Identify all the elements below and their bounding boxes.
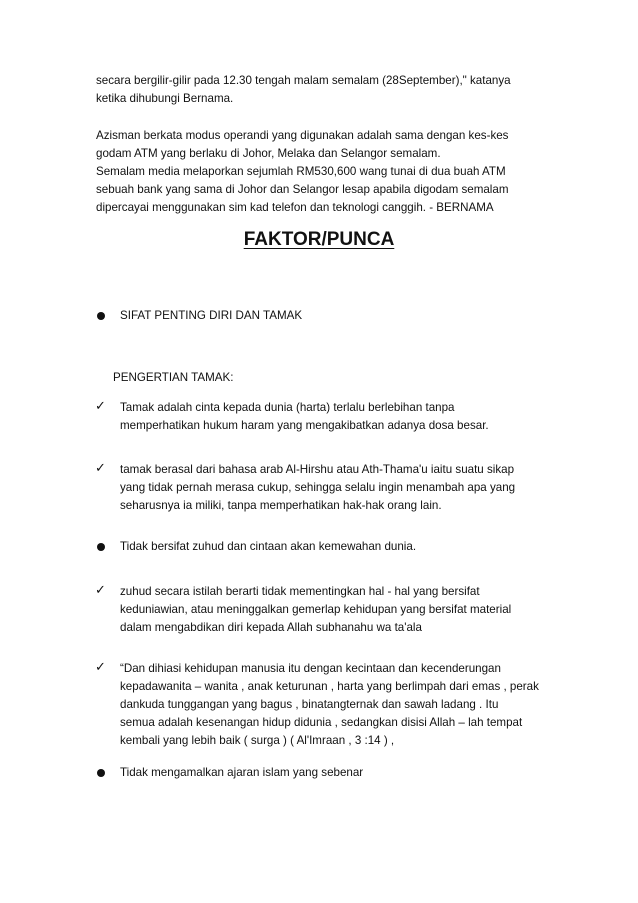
list-item-text	[120, 583, 511, 637]
text-line: yang tidak pernah merasa cukup, sehingga selalu ingin menambah apa yang	[120, 481, 516, 494]
list-item-text	[120, 764, 363, 782]
list-item-text	[120, 538, 416, 556]
text-line: godam ATM yang berlaku di Johor, Melaka dan Selangor semalam.	[96, 147, 441, 160]
text-line: dalam mengabdikan diri kepada Allah subhanahu wa ta'ala	[120, 621, 422, 634]
text-line: kepadawanita – wanita , anak keturunan , harta yang berlimpah dari emas , perak	[120, 680, 539, 693]
subheading: PENGERTIAN TAMAK:	[113, 371, 234, 384]
text-line: Tamak adalah cinta kepada dunia (harta) terlalu berlebihan tanpa	[120, 401, 455, 414]
text-line: SIFAT PENTING DIRI DAN TAMAK	[120, 309, 303, 322]
text-line: zuhud secara istilah berarti tidak mementingkan hal - hal yang bersifat	[120, 585, 480, 598]
text-line: dipercayai menggunakan sim kad telefon dan teknologi canggih. - BERNAMA	[96, 201, 494, 214]
checkmark-icon: ✓	[95, 461, 106, 476]
text-line: Tidak bersifat zuhud dan cintaan akan kemewahan dunia.	[120, 540, 417, 553]
text-line: seharusnya ia miliki, tanpa memperhatikan hak-hak orang lain.	[120, 499, 442, 512]
text-line: ketika dihubungi Bernama.	[96, 92, 234, 105]
intro-paragraph-3	[96, 163, 546, 217]
text-line: memperhatikan hukum haram yang mengakibatkan adanya dosa besar.	[120, 419, 489, 432]
text-line: Semalam media melaporkan sejumlah RM530,600 wang tunai di dua buah ATM	[96, 165, 506, 178]
text-line: semua adalah kesenangan hidup didunia , sedangkan disisi Allah – lah tempat	[120, 716, 523, 729]
bullet-icon	[96, 538, 110, 556]
intro-paragraph-2	[96, 127, 546, 163]
checkmark-icon: ✓	[95, 399, 106, 414]
text-line: sebuah bank yang sama di Johor dan Selangor lesap apabila digodam semalam	[96, 183, 509, 196]
text-line: “Dan dihiasi kehidupan manusia itu dengan kecintaan dan kecenderungan	[120, 662, 501, 675]
intro-paragraph-1	[96, 72, 546, 108]
text-line: keduniawian, atau meninggalkan gemerlap kehidupan yang bersifat material	[120, 603, 512, 616]
text-line: Azisman berkata modus operandi yang digunakan adalah sama dengan kes-kes	[96, 129, 509, 142]
text-line: Tidak mengamalkan ajaran islam yang sebenar	[120, 766, 364, 779]
list-item-text	[120, 461, 515, 515]
text-line: kembali yang lebih baik ( surga ) ( Al'Imraan , 3 :14 ) ,	[120, 734, 395, 747]
list-item-text	[120, 399, 489, 435]
bullet-icon	[96, 764, 110, 782]
bullet-icon	[96, 307, 110, 325]
checkmark-icon: ✓	[95, 660, 106, 675]
text-line: dankuda tunggangan yang bagus , binatangternak dan sawah ladang . Itu	[120, 698, 499, 711]
checkmark-icon: ✓	[95, 583, 106, 598]
text-line: secara bergilir-gilir pada 12.30 tengah malam semalam (28September)," katanya	[96, 74, 511, 87]
text-line: tamak berasal dari bahasa arab Al-Hirshu atau Ath-Thama'u iaitu suatu sikap	[120, 463, 515, 476]
list-item-text	[120, 660, 539, 750]
section-heading: FAKTOR/PUNCA	[243, 229, 395, 250]
list-item-text	[120, 307, 302, 325]
